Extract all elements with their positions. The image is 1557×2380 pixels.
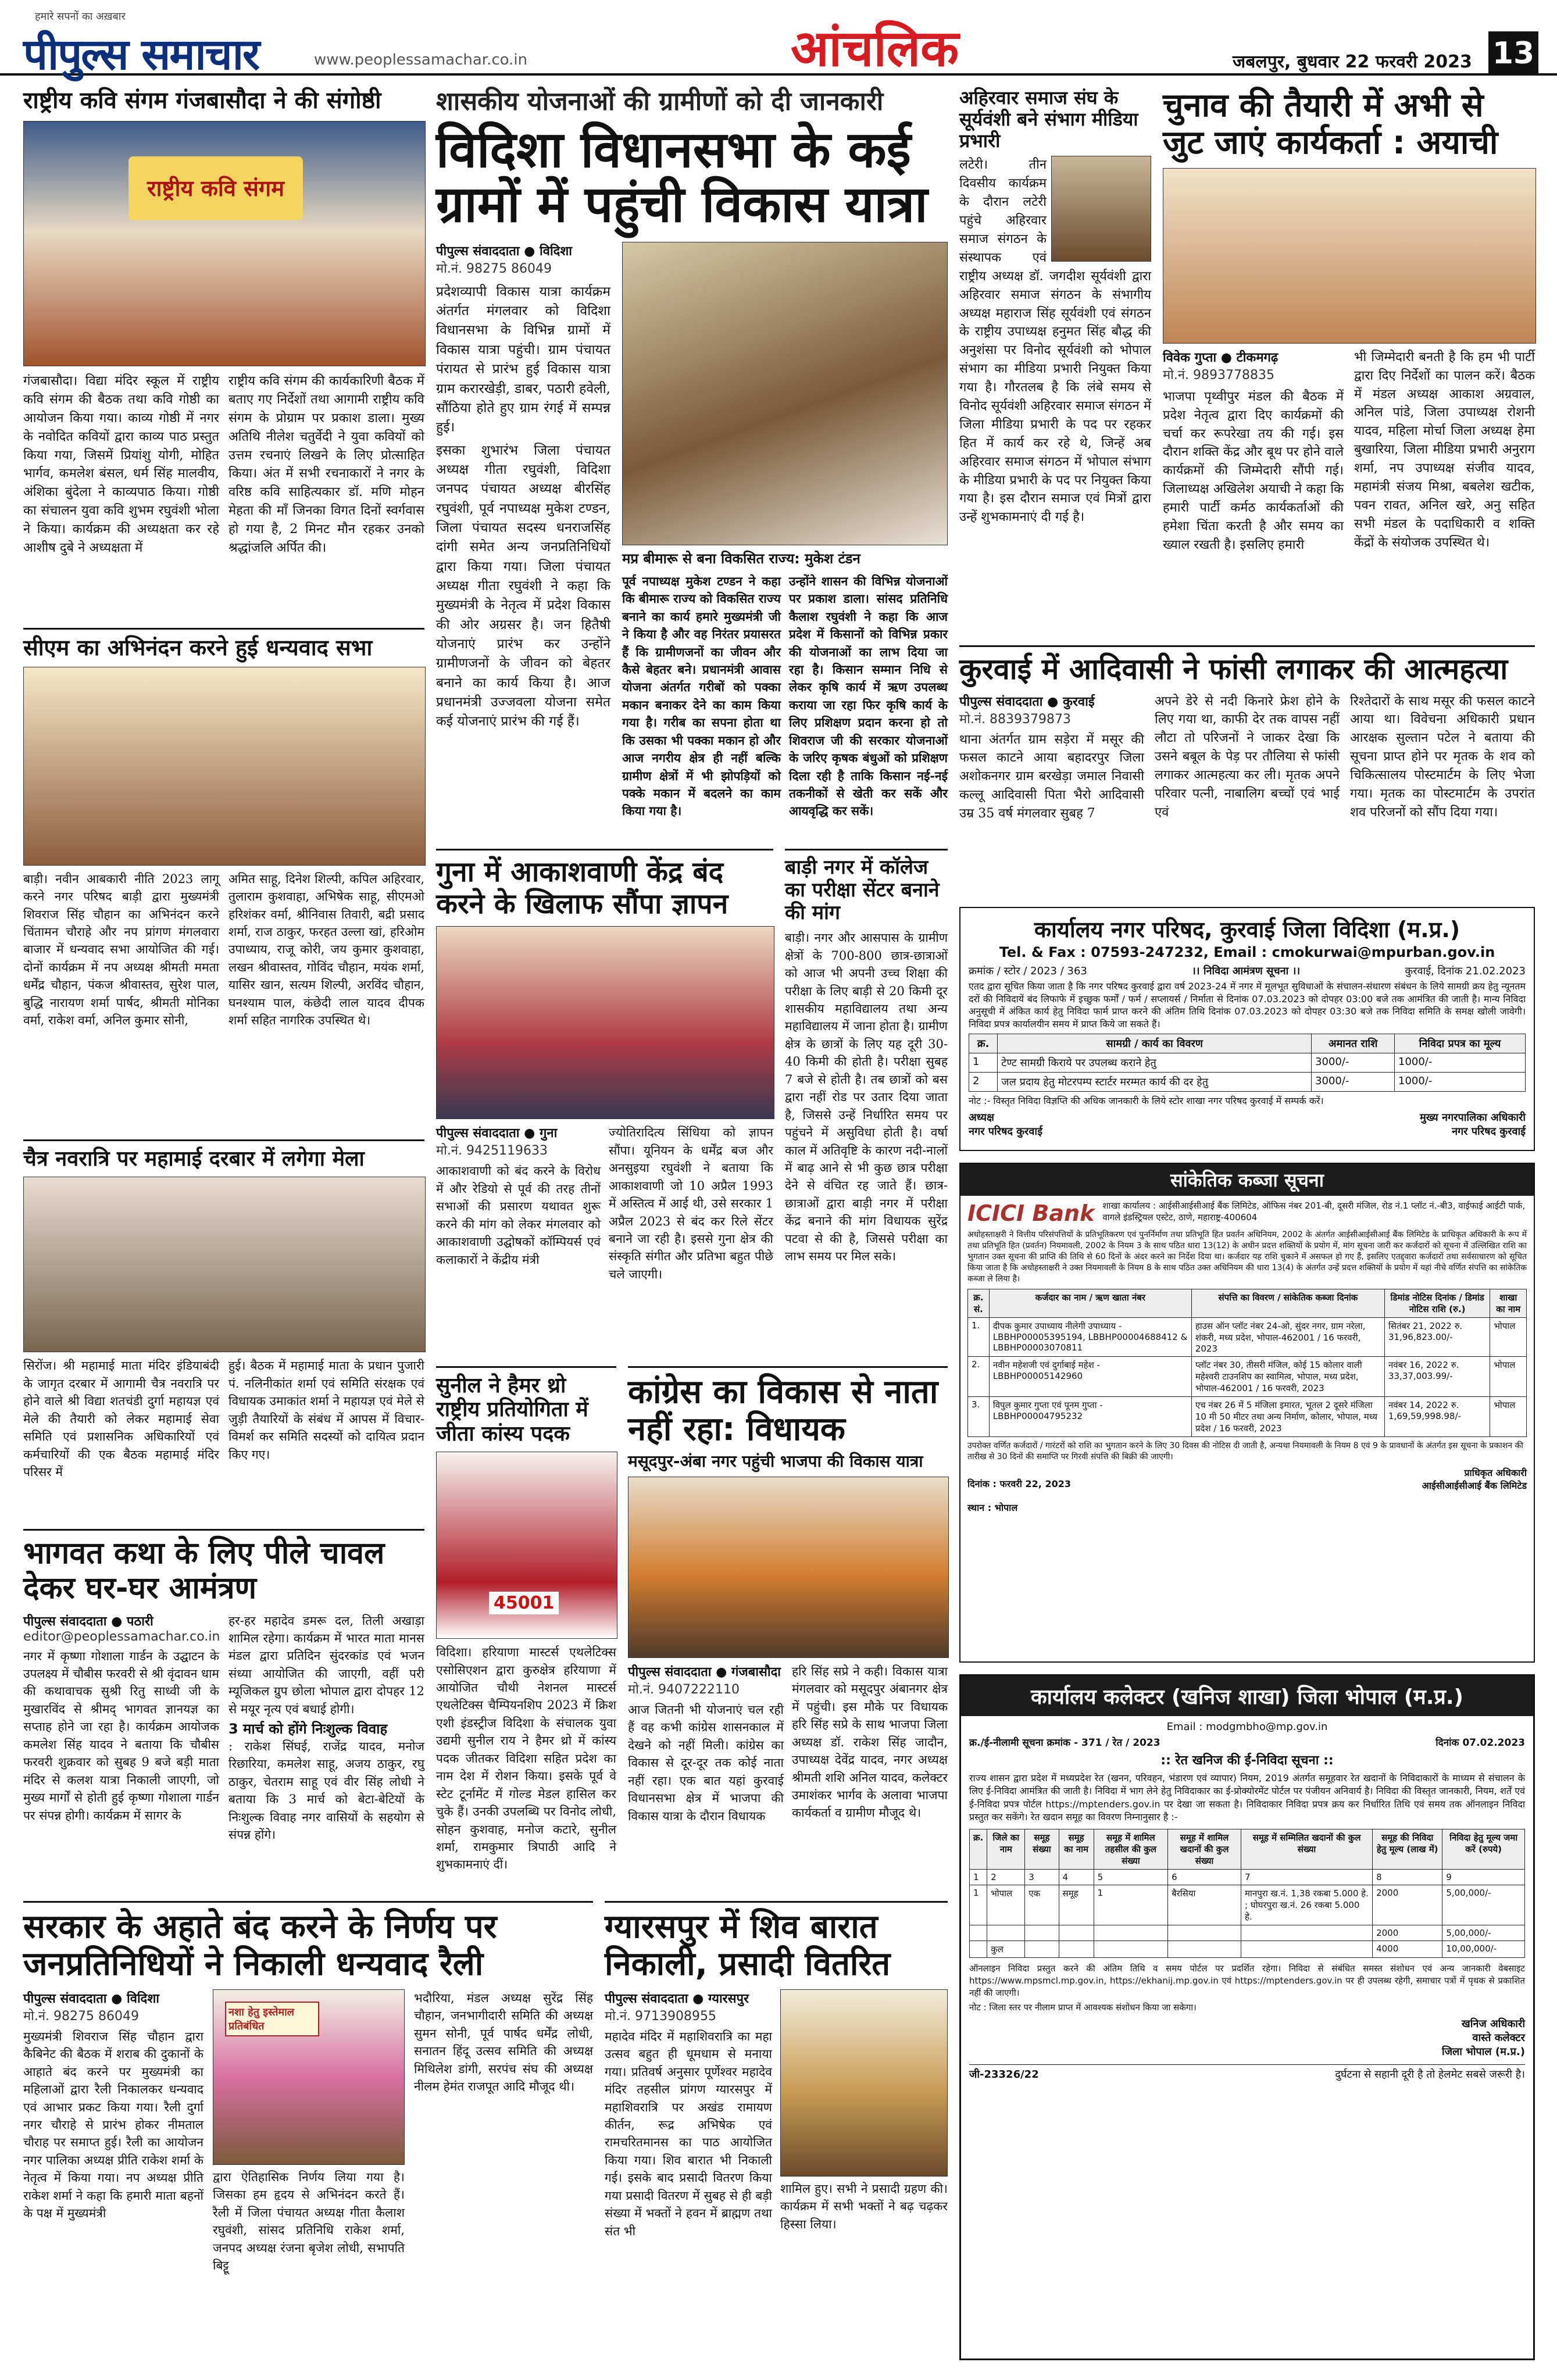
ad-body: राज्य शासन द्वारा प्रदेश में मध्यप्रदेश रेत (खनन, परिवहन, भंडारण एवं व्यापार) नियम, 2019 अंतर्गत समूहवार रेत खदानों के निविदाकारों के माध्यम से संचालन के लिए ई-निविदा आमंत्रित की जाती है। निविदा में भाग लेने हेतु निविदाकार का ई-प्रोक्योरमेंट पोर्टल पर पंजीयन अनिवार्य है। निविदा की विस्तृत जानकारी, नियम, शर्तें एवं ई-निविदा प्रपत्र पोर्टल https://mptenders.gov.in पर देखा जा सकता है। निविदाकार निविदा प्रपत्र क्रय कर निर्धारित तिथि एवं समय तक ऑनलाइन निविदा प्रस्तुत कर सकेंगे। रेत खदान समूह का विवरण निम्नानुसार है :-: [969, 1773, 1525, 1823]
story-congress: [628, 1366, 948, 1825]
byline: विवेक गुप्ता ● टीकमगढ़: [1163, 350, 1279, 365]
ad-tender: :: रेत खनिज की ई-निविदा सूचना ::: [1160, 1753, 1334, 1768]
headline: राष्ट्रीय कवि संगम गंजबासौदा ने की संगोष्ठी: [23, 87, 381, 114]
headline: विदिशा विधानसभा के कई ग्रामों में पहुंची विकास यात्रा: [436, 120, 928, 234]
table-cell: टेण्ट सामग्री किराये पर उपलब्ध कराने हेतु: [998, 1053, 1312, 1073]
ad-body: एतद द्वारा सूचित किया जाता है कि नगर परिषद कुरवाई द्वारा वर्ष 2023-24 में नगर में मूलभूत सुविधाओं के संचालन-संधारण संबंधन के लिये सामग्री क्रय हेतु न्यूनतम दरों की निविदायें बंद लिफाफे में इच्छुक फर्मों / फर्म / सप्लायर्स / निर्माता से दिनांक 07.03.2023 को दोपहर 03:00 बजे तक आमंत्रित की जाती है। मान्य निविदा अनुसूची में अंकित कार्य हेतु निविदा फार्म प्राप्त करने की अंतिम तिथि दिनांक 07.03.2023 को दोपहर 03:30 बजे तक निविदा समिति के समक्ष खोली जावेगी। निविदा प्रपत्र कार्यालयीन समय में प्राप्त किये जा सकते हैं।: [969, 981, 1526, 1030]
story-kavi: [23, 87, 424, 558]
table-cell: बैरसिया: [1168, 1885, 1241, 1925]
table-cell: हाउस ऑन प्लॉट नंबर 24-ओ, सुंदर नगर, ग्राम नरेला, शंकरी, मध्य प्रदेश, भोपाल-462001 / 16 फरवरी, 2023: [1191, 1318, 1384, 1357]
table-cell: 1: [969, 1053, 998, 1073]
table-cell: विपुल कुमार गुप्ता एवं पूनम गुप्ता - LBBHP00004795232: [989, 1397, 1191, 1437]
table-cell: 7: [1241, 1869, 1373, 1885]
icici-logo: ICICI Bank: [967, 1200, 1095, 1226]
section-title: आंचलिक: [791, 20, 959, 78]
ad-office: शाखा कार्यालय : आईसीआईसीआई बैंक लिमिटेड, ऑफिस नंबर 201-बी, दूसरी मंजिल, रोड नं.1 प्लॉट नं.-बी3, वाईफाई आईटी पार्क, वागले इंडस्ट्रियल एस्टेट, ठाणे, महाराष्ट्र-400604: [1102, 1200, 1526, 1223]
body: पूर्व नपाध्यक्ष मुकेश टण्डन ने कहा कि बीमारू राज्य को विकसित राज्य बनाने का कार्य हमारे मुख्यमंत्री जी ने किया है और वह निरंतर प्रयासरत हैं कि ग्रामीणजनों का जीवन और कैसे बेहतर बने। प्रधानमंत्री आवास योजना अंतर्गत गरीबों को पक्का मकान बनाकर देने का काम किया गया है। गरीब का सपना होता था कि उसका भी पक्का मकान हो और आज नगरीय क्षेत्र ही नहीं बल्कि ग्रामीण क्षेत्रों में भी झोपड़ियों को पक्के मकान में बदलने का काम किया गया है।: [622, 573, 781, 819]
table-cell: 4: [1059, 1869, 1094, 1885]
table-cell: 3000/-: [1312, 1053, 1395, 1073]
table-cell: 1.: [968, 1318, 990, 1357]
table-row: [970, 1925, 1525, 1941]
ad-note: नोट :- विस्तृत निविदा विज्ञप्ति की अधिक जानकारी के लिये स्टोर शाखा नगर परिषद कुरवाई में सम्पर्क करें।: [969, 1095, 1324, 1107]
table-cell: भोपाल: [987, 1885, 1025, 1925]
table-row: [968, 1318, 1527, 1357]
kicker: शासकीय योजनाओं की ग्रामीणों को दी जानकारी: [436, 87, 884, 116]
table-cell: [987, 1925, 1025, 1941]
table-header: क्र.: [969, 1034, 998, 1053]
masthead-tagline: हमारे सपनों का अख़बार: [35, 10, 126, 23]
ad-date: कुरवाई, दिनांक 21.02.2023: [1405, 965, 1526, 977]
headline: भागवत कथा के लिए पीले चावल देकर घर-घर आमंत्रण: [23, 1536, 385, 1606]
table-cell: [1094, 1941, 1167, 1957]
table-cell: दीपक कुमार उपाध्याय नीलेगी उपाध्याय - LBBHP00005395194, LBBHP00004688412 & LBBHP00003070811: [989, 1318, 1191, 1357]
headline: बाड़ी नगर में कॉलेज का परीक्षा सेंटर बनाने की मांग: [785, 856, 940, 925]
headline: कांग्रेस का विकास से नाता नहीं रहा: विधायक: [628, 1373, 938, 1449]
headline: चैत्र नवरात्रि पर महामाई दरबार में लगेगा मेला: [23, 1147, 365, 1171]
table-header: निविदा प्रपत्र का मूल्य: [1395, 1034, 1526, 1053]
table-cell: [1059, 1925, 1094, 1941]
headline: सरकार के अहाते बंद करने के निर्णय पर जनप्रतिनिधियों ने निकाली धन्यवाद रैली: [23, 1908, 497, 1984]
table-cell: 8: [1373, 1869, 1442, 1885]
body: गंजबासौदा। विद्या मंदिर स्कूल में राष्ट्रीय कवि संगम की बैठक तथा कवि गोष्ठी का आयोजन किया गया। काव्य गोष्ठी में नगर के नवोदित कवियों द्वारा काव्य पाठ प्रस्तुत किया गया, जिसमें प्रियांशु योगी, मोहित भार्गव, कमलेश बंसल, धर्म सिंह मालवीय, अंशिका बुंदेला ने काव्यपाठ किया। गोष्ठी का संचालन युवा कवि शुभम रघुवंशी भोला ने किया। कार्यक्रम की अध्यक्षता कर रहे आशीष दुबे ने अध्यक्षता में: [23, 374, 219, 556]
body: उन्होंने शासन की विभिन्न योजनाओं पर प्रकाश डाला। सांसद प्रतिनिधि कैलाश रघुवंशी ने कहा कि आज प्रदेश में किसानों को विभिन्न प्रकार की योजनाओं का लाभ दिया जा रहा है। किसान सम्मान निधि से लेकर कृषि कार्य में ऋण उपलब्ध कराया जा रहा फिर कृषि कार्य के लिए प्रशिक्षण प्रदान करना हो तो शिवराज जी की सरकार योजनाओं के जरिए कृषक बंधुओं को प्रशिक्षण दिला रही है ताकि किसान नई-नई तकनीकों से खेती कर सकें और आयवृद्धि कर सकें।: [789, 573, 948, 819]
tender-table: [969, 1034, 1526, 1092]
rally-photo: [628, 1477, 949, 1658]
table-cell: प्लॉट नंबर 30, तीसरी मंजिल, कोई 15 कोलार वाली महेश्वरी टाउनशिप का स्वामित्व, भोपाल, मध्य प्रदेश, भोपाल-462001 / 16 फरवरी, 2023: [1191, 1357, 1384, 1397]
body: हुई। बैठक में महामाई माता के प्रधान पुजारी पं. नलिनीकांत शर्मा एवं समिति संरक्षक एवं विधायक उमाकांत शर्मा ने महायज्ञ एवं मेले से जुड़ी तैयारियों के संबंध में आपस में विचार-विमर्श कर समिति सदस्यों को दायित्व प्रदान किए गए।: [228, 1359, 424, 1461]
body: शामिल हुए। सभी ने प्रसादी ग्रहण की। कार्यक्रम में सभी भक्तों ने बढ़ चढ़कर हिस्सा लिया।: [780, 2181, 948, 2231]
ad-date: दिनांक 07.02.2023: [1435, 1737, 1525, 1749]
table-cell: सितंबर 21, 2022 रु. 31,96,823.00/-: [1384, 1318, 1490, 1357]
temple-photo: [780, 1989, 948, 2177]
table-cell: 2.: [968, 1357, 990, 1397]
table-cell: कुल: [987, 1941, 1025, 1957]
bib-number: 45001: [489, 1592, 559, 1614]
event-photo: [23, 667, 426, 866]
body: भाजपा पृथ्वीपुर मंडल की बैठक में प्रदेश नेतृत्व द्वारा दिए कार्यक्रमों की चर्चा कर रूपरेखा तय की गई। इस दौरान शक्ति केंद्र और बूथ पर होने वाले कार्यक्रमों की जिम्मेदारी सौंपी गई। जिलाध्यक्ष अखिलेश अयाची ने कहा कि हमारी पार्टी कर्मठ कार्यकर्ताओं की हमेशा चिंता करती है और समय का ख्याल रखती है। इसलिए हमारी: [1163, 389, 1344, 552]
group-photo: [23, 121, 426, 366]
table-cell: 9: [1442, 1869, 1525, 1885]
ad-note: नोट : जिला स्तर पर नीलाम प्राप्त में आवश्यक संशोधन किया जा सकेगा।: [969, 2002, 1197, 2013]
table-cell: [1025, 1925, 1059, 1941]
story-vidisha: [436, 87, 948, 820]
masthead: [0, 0, 1557, 80]
table-header: डिमांड नोटिस दिनांक / डिमांड नोटिस राशि (रु.): [1384, 1289, 1490, 1318]
headline: चुनाव की तैयारी में अभी से जुट जाएं कार्यकर्ता : अयाची: [1163, 87, 1498, 162]
headline: सुनील ने हैमर थ्रो राष्ट्रीय प्रतियोगिता में जीता कांस्य पदक: [436, 1374, 588, 1446]
byline: पीपुल्स संवाददाता ● ग्यारसपुर: [605, 1991, 749, 2006]
table-cell: नवंबर 14, 2022 रु. 1,69,59,998.98/-: [1384, 1397, 1490, 1437]
ad-footer: उपरोक्त वर्णित कर्जदारों / गारंटरों को राशि का भुगतान करने के लिए 30 दिवस की नोटिस दी जाती है, अन्यथा नियमावली के नियम 8 एवं 9 के प्रावधानों के अंतर्गत इस सूचना के प्रकाशन की तारीख से 30 दिनों की समाप्ति पर गिरवी संपत्ति की बिक्री की जाएगी।: [967, 1441, 1523, 1462]
table-cell: 1: [1094, 1885, 1167, 1925]
table-header: समूह में सम्मिलित खदानों की कुल संख्या: [1241, 1829, 1373, 1869]
table-header: संपत्ति का विवरण / सांकेतिक कब्जा दिनांक: [1191, 1289, 1384, 1318]
table-row: [969, 1073, 1526, 1092]
story-sarkar: [23, 1901, 593, 2274]
story-bari-college: [785, 849, 948, 1266]
ad-tender: ।। निविदा आमंत्रण सूचना ।।: [1191, 965, 1301, 977]
table-cell: 2000: [1373, 1885, 1442, 1925]
headline: गुना में आकाशवाणी केंद्र बंद करने के खिलाफ सौंपा ज्ञापन: [436, 856, 728, 921]
ad-contact: Tel. & Fax : 07593-247232, Email : cmokurwai@mpurban.gov.in: [999, 944, 1495, 960]
ad-body: अधोहस्ताक्षरी ने वित्तीय परिसंपत्तियों के प्रतिभूतिकरण एवं पुनर्निर्माण तथा प्रतिभूति हित प्रवर्तन अधिनियम, 2002 के अंतर्गत आईसीआईसीआई बैंक लिमिटेड के प्राधिकृत अधिकारी के रूप में तथा प्रतिभूति हित (प्रवर्तन) नियमावली, 2002 के नियम 3 के साथ पठित धारा 13(12) के अधीन प्रदत्त शक्तियों के प्रयोग में, मांग सूचना जारी कर कर्जदारों को सूचना में उल्लिखित राशि का भुगतान उक्त सूचना की प्राप्ति की तिथि से 60 दिनों के अंदर करने का निर्देश दिया था। कर्जदार यह राशि चुकाने में असफल हो गए हैं, इसलिए एतद्द्वारा कर्जदारों तथा सर्वसाधारण को सूचित किया जाता है कि अधोहस्ताक्षरी ने उक्त नियमावली के नियम 8 के साथ पठित उक्त अधिनियम की धारा 13(4) के अंतर्गत उन्हें प्रदत्त शक्तियों के प्रयोग में यहां नीचे वर्णित संपत्ति का सांकेतिक कब्जा ले लिया है।: [967, 1230, 1527, 1284]
table-cell: नवीन महेशजी एवं दुर्गाबाई महेश - LBBHP00005142960: [989, 1357, 1191, 1397]
phone: मो.नं. 9893778835: [1163, 367, 1275, 383]
body: अमित साहू, दिनेश शिल्पी, कपिल अहिरवार, तुलाराम कुशवाहा, अभिषेक साहू, सीएमओ हरिशंकर वर्मा, श्रीनिवास तिवारी, बद्री प्रसाद शर्मा, राज ठाकुर, फरहत उल्ला खां, हरिओम उपाध्याय, राजू कोरी, जय कुमार कुशवाहा, लखन श्रीवास्तव, गोविंद चौहान, मयंक शर्मा, यासिर खान, सत्यम शिल्पी, अरविंद चौहान, घनश्याम पाल, कंछेदी लाल यादव दीपक शर्मा सहित नागरिक उपस्थित थे।: [228, 871, 424, 1028]
sand-group-table: [969, 1829, 1525, 1958]
story-kurwai: [959, 645, 1535, 823]
story-ayachi: [1163, 87, 1535, 555]
table-cell: 1: [970, 1885, 987, 1925]
meeting-photo: [23, 1177, 426, 1352]
table-cell: भोपाल: [1490, 1397, 1527, 1437]
story-cm: [23, 628, 424, 1030]
table-cell: [1168, 1925, 1241, 1941]
body: नगर में कृष्णा गोशाला गार्डन के उद्घाटन के उपलक्ष्य में चौबीस फरवरी से श्री वृंदावन धाम की कथावाचक सुश्री रितु साध्वी जी के मुखारविंद से श्रीमद् भागवत ज्ञानयज्ञ का सप्ताह होने जा रहा है। कार्यक्रम आयोजक कमलेश सिंह यादव ने बताया कि चौबीस फरवरी शुक्रवार को सुबह 9 बजे बड़ी माता मंदिर से कलश यात्रा निकाली जाएगी, जो मुख्य मार्गों से होती हुई कृष्णा गोशाला गार्डन पर संपन्न होगी। कार्यक्रम में सागर के: [23, 1649, 219, 1822]
body: प्रदेशव्यापी विकास यात्रा कार्यक्रम अंतर्गत मंगलवार को विदिशा विधानसभा के विभिन्न ग्रामों में विकास यात्रा पहुंची। ग्राम पंचायत पंरायत से प्रारंभ हुई विकास यात्रा ग्राम करारखेड़ी, डाबर, पठारी हवेली, सौंठिया होते हुए ग्राम रंगई में सम्पन्न हुई।: [436, 284, 610, 435]
table-cell: [1168, 1941, 1241, 1957]
body: आकाशवाणी को बंद करने के विरोध में और रेडियो से पूर्व की तरह तीनों सभाओं की प्रसारण यथावत शुरू करने की मांग को लेकर मंगलवार को आकाशवाणी उद्घोषकों कॉम्पियर्स एवं कलाकारों ने केंद्रीय मंत्री: [436, 1164, 601, 1267]
body: अपने डेरे से नदी किनारे फ्रेश होने के लिए गया था, काफी देर तक वापस नहीं लौटा तो परिजनों ने जाकर देखा कि उसने बबूल के पेड़ पर तौलिया से फांसी लगाकर आत्महत्या कर ली। मृतक अपने परिवार पत्नी, नाबालिग बच्चों एवं भाई एवं: [1155, 694, 1340, 820]
table-cell: [1241, 1925, 1373, 1941]
body: इसका शुभारंभ जिला पंचायत अध्यक्ष गीता रघुवंशी, विदिशा जनपद पंचायत अध्यक्ष बीरसिंह रघुवंशी, पूर्व नपाध्यक्ष मुकेश टण्डन, जिला पंचायत सदस्य धनराजसिंह दांगी समेत अन्य जनप्रतिनिधियों द्वारा किया गया। जिला पंचायत अध्यक्ष गीता रघुवंशी ने कहा कि मुख्यमंत्री के नेतृत्व में प्रदेश विकास की ओर अग्रसर है। जन हितैषी योजनाएं प्रारंभ कर उन्होंने ग्रामीणजनों के जीवन को बेहतर बनाने का कार्य किया है। आज प्रधानमंत्री उज्जवला योजना समेत कई योजनाएं प्रारंभ की गई हैं।: [436, 442, 610, 730]
table-cell: एक: [1025, 1885, 1059, 1925]
table-cell: [1025, 1941, 1059, 1957]
table-cell: जल प्रदाय हेतु मोटरपम्प स्टार्टर मरम्मत कार्य की दर हेतु: [998, 1073, 1312, 1092]
byline: पीपुल्स संवाददाता ● विदिशा: [23, 1991, 159, 2006]
table-header: शाखा का नाम: [1490, 1289, 1527, 1318]
table-header: सामग्री / कार्य का विवरण: [998, 1034, 1312, 1053]
table-row: [968, 1357, 1527, 1397]
email[interactable]: editor@peoplessamachar.co.in: [23, 1629, 220, 1644]
table-cell: [1241, 1941, 1373, 1957]
byline: पीपुल्स संवाददाता ● पठारी: [23, 1614, 153, 1629]
site-url[interactable]: www.peoplessamachar.co.in: [314, 51, 528, 69]
ad-sign: खनिज अधिकारी वास्ते कलेक्टर जिला भोपाल (म.प्र.): [1442, 2017, 1525, 2058]
phone: मो.नं. 8839379873: [959, 712, 1072, 727]
table-header: क्र.: [970, 1829, 987, 1869]
body: हरि सिंह सप्रे ने कही। विकास यात्रा मंगलवार को मसूदपुर अंबानगर क्षेत्र में पहुंची। इस मौके पर विधायक हरि सिंह सप्रे के साथ भाजपा जिला अध्यक्ष डॉ. राकेश सिंह जादौन, उपाध्यक्ष देवेंद्र यादव, नगर अध्यक्ष श्रीमती शशि अनिल यादव, कलेक्टर उमाशंकर भार्गव के अलावा भाजपा कार्यकर्ता व ग्रामीण मौजूद थे।: [792, 1664, 948, 1820]
story-chaitra: [23, 1139, 424, 1481]
ad-sign-left: अध्यक्ष नगर परिषद कुरवाई: [969, 1112, 1042, 1138]
story-gyaraspur: [605, 1901, 948, 2240]
headline: सीएम का अभिनंदन करने हुई धन्यवाद सभा: [23, 635, 373, 660]
byline: पीपुल्स संवाददाता ● गंजबासौदा: [628, 1664, 781, 1679]
table-cell: 5: [1094, 1869, 1167, 1885]
table-cell: 3.: [968, 1397, 990, 1437]
table-cell: 10,00,000/-: [1442, 1941, 1525, 1957]
story-guna: [436, 849, 773, 1283]
story-hero: [436, 1366, 616, 1874]
athlete-photo: [436, 1452, 617, 1639]
table-header: कर्जदार का नाम / ऋण खाता नंबर: [989, 1289, 1191, 1318]
table-cell: 3000/-: [1312, 1073, 1395, 1092]
page-number: 13: [1488, 31, 1538, 76]
byline: पीपुल्स संवाददाता ● गुना: [436, 1126, 558, 1141]
table-cell: भोपाल: [1490, 1318, 1527, 1357]
table-cell: 3: [1025, 1869, 1059, 1885]
table-cell: 1: [970, 1869, 987, 1885]
table-cell: 2: [987, 1869, 1025, 1885]
memorandum-photo: [436, 926, 774, 1119]
body: महादेव मंदिर में महाशिवरात्रि का महा उत्सव बहुत ही धूमधाम से मनाया गया। प्रतिवर्ष अनुसार पूर्णेश्वर महादेव मंदिर तहसील प्रांगण ग्यारसपुर में महाशिवरात्रि पर अखंड रामायण कीर्तन, रूद्र अभिषेक एवं रामचरितमानस का पाठ आयोजित किया गया। शिव बारात भी निकाली गई। इसके बाद प्रसादी वितरण किया गया प्रसादी वितरण में सुबह से ही बड़ी संख्या में भक्तों ने हवन में ब्राह्मण तथा संत भी: [605, 2029, 772, 2238]
table-cell: 4000: [1373, 1941, 1442, 1957]
ad-icici-possession: [959, 1163, 1535, 1663]
ad-title: कार्यालय कलेक्टर (खनिज शाखा) जिला भोपाल (म.प्र.): [961, 1676, 1533, 1716]
body: : राकेश सिंघई, राजेंद्र यादव, मनोज रिछारिया, कमलेश साहू, अजय ठाकुर, रघु ठाकुर, चेतराम साहू एवं वीर सिंह लोधी ने बताया कि 3 मार्च को बेटा-बेटियों के निःशुल्क विवाह नगर वासियों के सहयोग से संपन्न होंगे।: [228, 1739, 424, 1842]
newspaper-logo: पीपुल्स समाचार: [23, 30, 259, 80]
event-photo: [622, 242, 948, 545]
subhead: 3 मार्च को होंगे निःशुल्क विवाह: [228, 1721, 388, 1738]
table-cell: समूह: [1059, 1885, 1094, 1925]
phone: मो.नं. 9425119633: [436, 1143, 548, 1159]
body: थाना अंतर्गत ग्राम सड़ेरा में मसूर की फसल काटने आया बहादरपुर जिला अशोकनगर ग्राम बरखेड़ा जमाल निवासी कल्लू आदिवासी पिता भैरो आदिवासी उम्र 35 वर्ष मंगलवार सुबह 7: [959, 732, 1144, 821]
table-header: जिले का नाम: [987, 1829, 1025, 1869]
ad-foot: ऑनलाइन निविदा प्रस्तुत करने की अंतिम तिथि व समय पोर्टल पर प्रदर्शित रहेगा। निविदा से संबंधित समस्त संशोधन एवं अन्य जानकारी वेबसाइट https://www.mpsmcl.mp.gov.in, https://ekhanij.mp.gov.in एवं https://mptenders.gov.in पर ही उपलब्ध रहेगी, समाचार पत्रों में पृथक से प्रकाशित नहीं की जाएगी।: [969, 1963, 1525, 1998]
table-header: समूह में शामिल तहसील की कुल संख्या: [1094, 1829, 1167, 1869]
dateline: जबलपुर, बुधवार 22 फरवरी 2023: [1233, 52, 1472, 72]
ad-collector-sand: [959, 1674, 1535, 2360]
body: हर-हर महादेव डमरू दल, तिली अखाड़ा शामिल रहेगा। कार्यक्रम में भारत माता मानस मंडल द्वारा प्रतिदिन सुंदरकांड एवं भजन संध्या आयोजित की जाएगी, वहीं परी म्यूजिकल ग्रुप छोला भोपाल द्वारा दोपहर 12 से मयूर नृत्य एवं बधाई होगी।: [228, 1613, 424, 1716]
ad-band: सांकेतिक कब्जा सूचना: [960, 1164, 1534, 1196]
table-cell: 5,00,000/-: [1442, 1885, 1525, 1925]
table-cell: 1000/-: [1395, 1053, 1526, 1073]
headline: ग्यारसपुर में शिव बारात निकाली, प्रसादी वितरित: [605, 1908, 891, 1984]
banner: राष्ट्रीय कवि संगम: [128, 156, 303, 220]
table-cell: 2000: [1373, 1925, 1442, 1941]
body: बाड़ी। नवीन आबकारी नीति 2023 लागू करने नगर परिषद बाड़ी द्वारा मुख्यमंत्री शिवराज सिंह चौहान का अभिनंदन करने चिंतामन चौराहे और नप प्रांगण मंगलवारा बाजार में धन्यवाद सभा आयोजित की गई। दोनों कार्यक्रम में नप अध्यक्ष श्रीमती ममता धर्मेंद्र चौहान, पंकज श्रीवास्तव, सुरेश पाल, बुद्धि नारायण शर्मा पार्षद, श्रीमती मोनिका वर्मा, राकेश वर्मा, अनिल कुमार सोनी,: [23, 871, 219, 1028]
ad-code: जी-23326/22: [969, 2068, 1039, 2081]
body: द्वारा ऐतिहासिक निर्णय लिया गया है। जिसका हम हृदय से अभिनंदन करते हैं। रैली में जिला पंचायत अध्यक्ष गीता कैलाश रघुवंशी, सांसद प्रतिनिधि राकेश शर्मा, जनपद अध्यक्ष रंजना बृजेश लोधी, सभापति बिट्टू: [213, 2170, 405, 2272]
table-header: निविदा हेतु मूल्य जमा करें (रुपये): [1442, 1829, 1525, 1869]
table-cell: 6: [1168, 1869, 1241, 1885]
table-cell: [1059, 1941, 1094, 1957]
rally-photo: [213, 1989, 405, 2165]
body: सिरोंज। श्री महामाई माता मंदिर इंडियाबंदी के जागृत दरबार में आगामी चैत्र नवरात्रि पर होने वाले श्री विद्या शतचंडी दुर्गा महायज्ञ एवं मेले की तैयारी को लेकर महामाई सेवा समिति एवं प्रशासनिक अधिकारियों एवं कर्मचारियों की एक बैठक महामाई मंदिर परिसर में: [23, 1359, 219, 1480]
body: भदौरिया, मंडल अध्यक्ष सुरेंद्र सिंह चौहान, जनभागीदारी समिति की अध्यक्ष सुमन सोनी, पूर्व पार्षद धर्मेंद्र लोधी, सनातन हिंदू उत्सव समिति की अध्यक्ष मिथिलेश डांगी, सरपंच संघ की अध्यक्ष नीलम हेमंत राजपूत आदि मौजूद थी।: [414, 1991, 593, 2093]
possession-table: [967, 1289, 1527, 1437]
table-header: समूह का नाम: [1059, 1829, 1094, 1869]
byline: पीपुल्स संवाददाता ● विदिशा: [436, 244, 572, 259]
byline: पीपुल्स संवाददाता ● कुरवाई: [959, 694, 1095, 709]
portrait-photo: [1051, 156, 1151, 262]
table-cell: 1000/-: [1395, 1073, 1526, 1092]
body: रिश्तेदारों के साथ मसूर की फसल काटने आया था। विवेचना अधिकारी प्रधान आरक्षक सुल्तान पटेल ने बताया की सूचना प्राप्त होने पर मृतक के शव को चिकित्सालय पोस्टमार्टम के लिए भेजा गया। मृतक का पोस्टमार्टम के उपरांत शव परिजनों को सौंप दिया गया।: [1350, 694, 1535, 820]
phone: मो.नं. 9407222110: [628, 1682, 740, 1697]
body: ज्योतिरादित्य सिंधिया को ज्ञापन सौंपा। यूनियन के धर्मेंद्र बज और अनसुइया रघुवंशी ने बताया कि आकाशवाणी जो 10 अप्रैल 1993 में अस्तित्व में आई थी, उसे सरकार 1 अप्रैल 2023 से बंद कर रिले सेंटर बनाने जा रही है। इससे गुना क्षेत्र की संस्कृति संगीत और प्रतिभा बहुत पीछे चले जाएगी।: [609, 1125, 773, 1281]
table-cell: [970, 1925, 987, 1941]
table-cell: 5,00,000/-: [1442, 1925, 1525, 1941]
ad-sign-right: मुख्य नगरपालिका अधिकारी नगर परिषद कुरवाई: [1420, 1112, 1526, 1138]
table-header: समूह संख्या: [1025, 1829, 1059, 1869]
body: मुख्यमंत्री शिवराज सिंह चौहान द्वारा कैबिनेट की बैठक में शराब की दुकानों के आहाते बंद करने पर मुख्यमंत्री का महिलाओं द्वारा रैली निकालकर धन्यवाद एवं आभार प्रकट किया गया। रैली दुर्गा नगर चौराहे से प्रारंभ होकर नीमताल चौराह पर समाप्त हुई। रैली का आयोजन नगर पालिका अध्यक्ष प्रीति राकेश शर्मा के नेतृत्व में किया गया। नप अध्यक्ष प्रीति राकेश शर्मा ने कहा कि हमारी माता बहनों के पक्ष में मुख्यमंत्री: [23, 2029, 203, 2221]
body: आज जितनी भी योजनाएं चल रही हैं वह कभी कांग्रेस शासनकाल में देखने को नहीं मिली। कांग्रेस का विकास से दूर-दूर तक कोई नाता नहीं रहा। एक बात यहां कुरवाई विधानसभा क्षेत्र में भाजपा की विकास यात्रा के दौरान विधायक: [628, 1702, 784, 1823]
story-bhagwat: [23, 1529, 424, 1843]
table-header: समूह की निविदा हेतु मूल्य (लाख में): [1373, 1829, 1442, 1869]
body: राष्ट्रीय कवि संगम की कार्यकारिणी बैठक में बताए गए निर्देशों तथा आगामी राष्ट्रीय कवि संगम के प्रोग्राम पर प्रकाश डाला। मुख्य अतिथि नीलेश चतुर्वेदी ने युवा कवियों को उत्तम रचनाएं लिखने के लिए प्रोत्साहित किया। अंत में सभी रचनाकारों ने नगर के वरिष्ठ कवि साहित्यकार डॉ. मणि मोहन मेहता की माँ जिनका विगत दिनों स्वर्गवास हो गया है, 2 मिनट मौन रहकर उनको श्रद्धांजलि अर्पित की।: [228, 374, 424, 556]
table-row: [969, 1053, 1526, 1073]
phone: मो.नं. 98275 86049: [436, 261, 552, 276]
table-row: [970, 1941, 1525, 1957]
table-cell: भोपाल: [1490, 1357, 1527, 1397]
table-row: [970, 1869, 1525, 1885]
meeting-photo: [1163, 168, 1536, 344]
body: लटेरी। तीन दिवसीय कार्यक्रम के दौरान लटेरी पहुंचे अहिरवार समाज संगठन के संस्थापक एवं राष्ट्रीय अध्यक्ष डॉ. जगदीश सूर्यवंशी द्वारा अहिरवार समाज संगठन के संभागीय अध्यक्ष महाराज सिंह सूर्यवंशी एवं संगठन के राष्ट्रीय उपाध्यक्ष हनुमत सिंह बौद्ध की अनुशंसा पर विनोद सूर्यवंशी को भोपाल संभाग का मीडिया प्रभारी नियुक्त किया गया है। गौरतलब है कि लंबे समय से विनोद सूर्यवंशी अहिरवार समाज संगठन में जिला मीडिया प्रभारी के पद पर रहकर हित में कार्य कर रहे थे, जिन्हें अब अहिरवार समाज संगठन में भोपाल संभाग के मीडिया प्रभारी के पद पर नियुक्त किया गया है। इस दौरान समाज एवं मित्रों द्वारा उन्हें शुभकामनाएं दी गई है।: [959, 158, 1151, 525]
story-ahirwar: [959, 87, 1151, 527]
table-cell: मानपुरा ख.नं. 1,38 रकबा 5.000 हे. ; घोघरपुरा ख.नं. 26 रकबा 5.000 हे.: [1241, 1885, 1373, 1925]
table-cell: [1094, 1925, 1167, 1941]
table-cell: [970, 1941, 987, 1957]
headline: अहिरवार समाज संघ के सूर्यवंशी बने संभाग मीडिया प्रभारी: [959, 87, 1138, 152]
table-header: समूह में शामिल खदानों की कुल संख्या: [1168, 1829, 1241, 1869]
ad-place: स्थान : भोपाल: [967, 1502, 1018, 1514]
photo-caption: मप्र बीमारू से बना विकसित राज्य: मुकेश टंडन: [622, 549, 948, 568]
headline: कुरवाई में आदिवासी ने फांसी लगाकर की आत्महत्या: [959, 652, 1508, 686]
table-header: क्र. सं.: [968, 1289, 990, 1318]
ad-ref: क्र./ई-नीलामी सूचना क्रमांक - 371 / रेत / 2023: [969, 1737, 1160, 1749]
phone: मो.नं. 98275 86049: [23, 2009, 140, 2024]
ad-ref: क्रमांक / स्टोर / 2023 / 363: [969, 965, 1087, 977]
ad-title: कार्यालय नगर परिषद, कुरवाई जिला विदिशा (म.प्र.): [1034, 917, 1460, 942]
body: विदिशा। हरियाणा मास्टर्स एथलेटिक्स एसोसिएशन द्वारा कुरुक्षेत्र हरियाणा में आयोजित चौथी नेशनल मास्टर्स एथलेटिक्स चैम्पियनशिप 2023 में क्रिश एशी इंडस्ट्रीज विदिशा के संचालक युवा उद्यमी सुनील राय ने हैमर थ्रो में कांस्य पदक जीतकर विदिशा सहित प्रदेश का नाम देश में रोशन किया। इसके पूर्व वे स्टेट टूर्नामेंट में गोल्ड मेडल हासिल कर चुके हैं। उनकी उपलब्धि पर विनोद लोधी, सोहन कुशवाह, मनोज कटारे, सुनील शर्मा, रामकुमार त्रिपाठी आदि ने शुभकामनाएं दीं।: [436, 1645, 616, 1872]
body: भी जिम्मेदारी बनती है कि हम भी पार्टी द्वारा दिए निर्देशों का पालन करें। बैठक में मंडल अध्यक्ष आकाश अग्रवाल, अनिल पांडे, जिला उपाध्यक्ष रोशनी यादव, महिला मोर्चा जिला अध्यक्ष हेमा बुखारिया, जिला मीडिया प्रभारी अनुराग शर्मा, नप उपाध्यक्ष संजीव यादव, महामंत्री संजय मिश्रा, बबलेश खटीक, पवन रावत, अनिल खरे, अनु सहित सभी मंडल के पदाधिकारी व शक्ति केंद्रों के संयोजक उपस्थित थे।: [1354, 349, 1535, 550]
ad-date: दिनांक : फरवरी 22, 2023: [967, 1478, 1071, 1490]
ad-slogan: दुर्घटना से सहानी दूरी है तो हेलमेट सबसे जरूरी है।: [1335, 2068, 1525, 2081]
table-row: [970, 1885, 1525, 1925]
table-cell: एच नंबर 26 में 5 मंजिला इमारत, भूतल 2 दूसरे मंजिला 10 मी 50 मीटर तथा अन्य निर्माण, कोलार, भोपाल, मध्य प्रदेश / 16 फरवरी, 2023: [1191, 1397, 1384, 1437]
body: बाड़ी। नगर और आसपास के ग्रामीण क्षेत्रों के 700-800 छात्र-छात्राओं को आज भी अपनी उच्च शिक्षा की परीक्षा के लिए बाड़ी से 20 किमी दूर शासकीय महाविद्यालय तथा अन्य महाविद्यालय में जाना होता है। ग्रामीण क्षेत्र के छात्रों के लिए यह दूरी 30-40 किमी की होती है। परीक्षा सुबह 7 बजे से होती है। तब छात्रों को बस द्वारा नहीं रोड पर उतार दिया जाता है, जिससे उन्हें निर्धारित समय पर पहुंचने में असुविधा होती है। वर्षा काल में अतिवृष्टि के कारण नदी-नालों में बाढ़ आने से भी कुछ छात्र परीक्षा देने से वंचित रह जाते हैं। छात्र-छात्राओं द्वारा बाड़ी नगर में परीक्षा केंद्र बनाने की मांग विधायक सुरेंद्र पटवा से की है, जिससे परीक्षा का लाभ समय पर मिल सके।: [785, 931, 948, 1264]
phone: मो.नं. 9713908955: [605, 2009, 717, 2024]
table-row: [968, 1397, 1527, 1437]
table-header: अमानत राशि: [1312, 1034, 1395, 1053]
table-cell: नवंबर 16, 2022 रु. 33,37,003.99/-: [1384, 1357, 1490, 1397]
ad-kurwai-tender: [959, 907, 1535, 1151]
kicker: मसूदपुर-अंबा नगर पहुंची भाजपा की विकास यात्रा: [628, 1451, 923, 1471]
table-cell: 2: [969, 1073, 998, 1092]
placard: नशा हेतु इस्तेमाल प्रतिबंधित: [225, 2002, 319, 2036]
ad-email: Email : modgmbho@mp.gov.in: [1166, 1721, 1328, 1733]
ad-sign: प्राधिकृत अधिकारी आईसीआईसीआई बैंक लिमिटेड: [1422, 1467, 1527, 1492]
